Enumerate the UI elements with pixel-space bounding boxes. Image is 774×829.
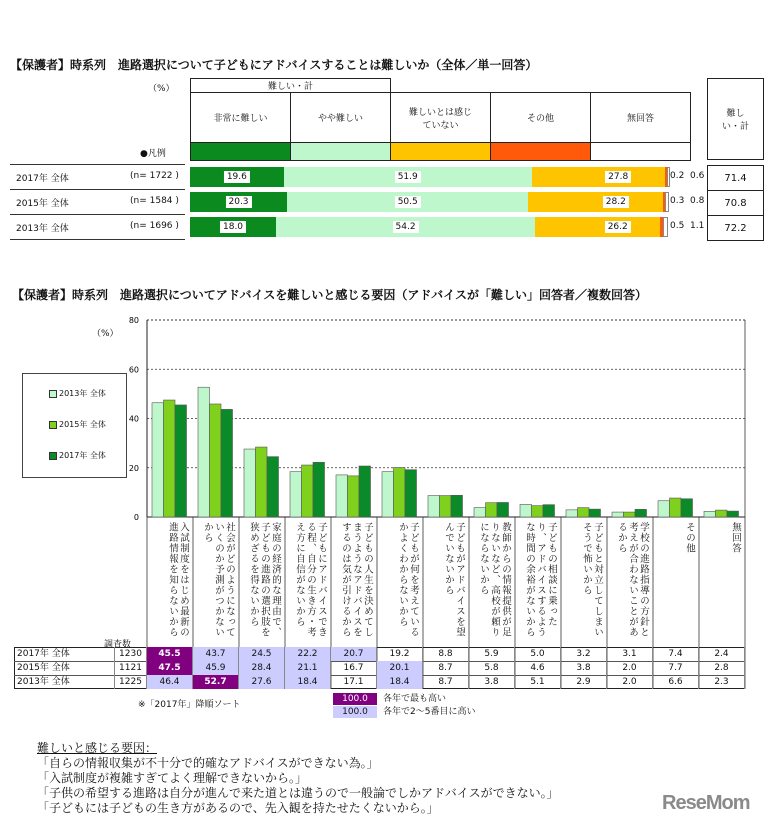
footer-quote: 「子どもには子どもの生き方があるので、先入観を持たせたくないから。」 — [37, 801, 439, 815]
bar — [428, 496, 440, 517]
table-cell: 3.1 — [607, 647, 653, 661]
legend-label: ●凡例 — [140, 149, 166, 159]
segment-label: 50.5 — [395, 196, 421, 208]
table-cell: 18.4 — [285, 675, 331, 689]
category-label: 子どもが何を考えているかよくわからないから — [397, 522, 419, 638]
footer-quote: 「自らの情報収集が不十分で的確なアドバイスができない為。」 — [37, 756, 379, 770]
table-cell: 3.8 — [469, 675, 515, 689]
bar — [198, 387, 210, 517]
table-row-label: 2013年 全体 — [14, 675, 115, 689]
resemom-logo: ReseMom — [662, 792, 750, 814]
category-label: その他 — [684, 522, 695, 554]
table-cell: 3.8 — [561, 661, 607, 675]
table-cell: 2.3 — [699, 675, 745, 689]
category-label: 子どもにアドバイスできる程、自分の生き方・考え方に自信がないから — [294, 522, 327, 638]
table-cell: 47.5 — [147, 661, 193, 675]
bar — [727, 511, 739, 517]
row-label: 2015年 全体 — [16, 199, 69, 209]
row-n: (n= 1722 ) — [130, 171, 179, 181]
chart2-title: 【保護者】時系列 進路選択についてアドバイスを難しいと感じる要因（アドバイスが「難しい」回答者／複数回答） — [12, 288, 648, 302]
footer-heading: 難しいと感じる要因： — [37, 741, 158, 755]
table-n: 1225 — [115, 675, 147, 689]
bar — [497, 502, 509, 517]
table-row-label: 2015年 全体 — [14, 661, 115, 675]
bar — [210, 404, 222, 517]
table-cell: 27.6 — [239, 675, 285, 689]
bar — [704, 511, 716, 517]
bar — [256, 447, 268, 517]
category-label: 社会がどのようになっていくのか予測がつかないから — [202, 522, 235, 638]
bar — [175, 405, 187, 517]
category-label: 子どもがアドバイスを望んでいないから — [443, 522, 465, 638]
table-cell: 2.0 — [607, 661, 653, 675]
row-n: (n= 1584 ) — [130, 196, 179, 206]
segment-label: 27.8 — [605, 171, 631, 183]
table-cell: 5.1 — [515, 675, 561, 689]
table-cell: 43.7 — [193, 647, 239, 661]
bar — [578, 508, 590, 517]
table-cell: 7.4 — [653, 647, 699, 661]
bar — [635, 509, 647, 517]
table-cell: 2.4 — [699, 647, 745, 661]
category-label: 子どもと対立してしまいそうで怖いから — [581, 522, 603, 638]
bar — [624, 512, 636, 517]
bar — [348, 476, 360, 517]
bar — [313, 462, 325, 517]
row-total: 72.2 — [707, 215, 764, 241]
bar — [164, 400, 176, 517]
category-header: 非常に難しい — [190, 92, 291, 143]
table-cell: 4.6 — [515, 661, 561, 675]
category-header: 無回答 — [590, 92, 691, 143]
category-label: 入試制度をはじめ最新の進路情報を知らないから — [167, 522, 189, 638]
n-header: 調査数 — [104, 640, 132, 650]
bar — [244, 449, 256, 517]
segment-label: 18.0 — [220, 221, 246, 233]
chart1-unit: （%） — [148, 84, 175, 94]
table-cell: 2.0 — [607, 675, 653, 689]
y-tick-label: 60 — [128, 365, 139, 375]
bar — [290, 472, 302, 517]
table-cell: 6.6 — [653, 675, 699, 689]
bar — [267, 457, 279, 517]
key-label: 各年で2～5番目に高い — [383, 707, 476, 717]
category-header: やや難しい — [290, 92, 391, 143]
segment-label: 26.2 — [605, 221, 631, 233]
group-header-difficult-total: 難しい・計 — [190, 78, 391, 93]
footer — [37, 741, 559, 816]
segment-label: 54.2 — [393, 221, 419, 233]
row-total: 71.4 — [707, 165, 764, 191]
segment-label-other: 0.2 — [670, 171, 685, 181]
bar — [221, 409, 233, 517]
table-cell: 21.1 — [285, 661, 331, 675]
table-cell: 7.7 — [653, 661, 699, 675]
table-cell: 45.5 — [147, 647, 193, 661]
segment-label-noanswer: 0.8 — [690, 196, 705, 206]
table-cell: 5.9 — [469, 647, 515, 661]
row-label: 2013年 全体 — [16, 224, 69, 234]
table-cell: 17.1 — [331, 675, 377, 689]
bar — [451, 495, 463, 517]
table-cell: 2.8 — [699, 661, 745, 675]
sort-note: ※「2017年」降順ソート — [138, 700, 241, 710]
category-label: 家庭の経済的な理由で、子どもの進路の選択肢を狭めざるを得ないから — [248, 522, 281, 638]
bar — [394, 468, 406, 517]
total-header-text: 難しい・計 — [721, 109, 749, 132]
table-cell: 8.7 — [423, 675, 469, 689]
key-label: 各年で最も高い — [383, 694, 447, 704]
table-n: 1230 — [115, 647, 147, 661]
legend-label: 2015年 全体 — [59, 420, 106, 429]
chart2-ylabel: （%） — [92, 329, 119, 339]
row-n: (n= 1696 ) — [130, 221, 179, 231]
category-label: 子どもの人生を決めてしまうようなアドバイスをするのは気が引けるから — [340, 522, 373, 638]
segment-label: 20.3 — [225, 196, 251, 208]
bar — [440, 496, 452, 517]
y-tick-label: 80 — [128, 316, 139, 325]
table-cell: 2.9 — [561, 675, 607, 689]
category-header: その他 — [490, 92, 591, 143]
table-cell: 18.4 — [377, 675, 423, 689]
bar — [152, 403, 164, 517]
segment-label: 51.9 — [395, 171, 421, 183]
segment-label-noanswer: 0.6 — [690, 171, 705, 181]
table-cell: 8.8 — [423, 647, 469, 661]
y-tick-label: 40 — [128, 414, 139, 424]
segment-label: 19.6 — [224, 171, 250, 183]
row-total: 70.8 — [707, 190, 764, 216]
category-header: 難しいとは感じていない — [390, 92, 491, 143]
table-cell: 3.2 — [561, 647, 607, 661]
chart1-title: 【保護者】時系列 進路選択について子どもにアドバイスすることは難しいか（全体／単一回答） — [10, 58, 538, 72]
table-cell: 22.2 — [285, 647, 331, 661]
category-label: 無回答 — [730, 522, 741, 554]
bar — [589, 509, 601, 517]
bar — [336, 475, 348, 517]
bar — [612, 512, 624, 517]
bar — [382, 472, 394, 517]
table-cell: 5.0 — [515, 647, 561, 661]
category-label: 教師からの情報提供が足りないなど、高校が頼りにならないから — [478, 522, 511, 638]
row-label: 2017年 全体 — [16, 174, 69, 184]
segment-label: 28.2 — [603, 196, 629, 208]
legend-label: 2013年 全体 — [59, 389, 106, 398]
key-sample: 100.0 — [333, 706, 377, 718]
bar — [658, 501, 670, 517]
y-tick-label: 20 — [128, 463, 139, 473]
bar — [405, 470, 417, 517]
footer-quote: 「子供の希望する進路は自分が進んで来た道とは違うので一般論でしかアドバイスができない。」 — [37, 786, 559, 800]
table-row-label: 2017年 全体 — [14, 647, 115, 661]
table-cell: 52.7 — [193, 675, 239, 689]
table-cell: 5.8 — [469, 661, 515, 675]
table-cell: 19.2 — [377, 647, 423, 661]
table-cell: 28.4 — [239, 661, 285, 675]
table-cell: 20.1 — [377, 661, 423, 675]
footer-quote: 「入試制度が複雑すぎてよく理解できないから。」 — [37, 771, 308, 785]
table-cell: 8.7 — [423, 661, 469, 675]
segment-label-other: 0.5 — [670, 221, 685, 231]
key-sample: 100.0 — [333, 693, 377, 705]
bar — [359, 466, 371, 517]
bar — [302, 465, 314, 517]
bar — [670, 498, 682, 517]
table-n: 1121 — [115, 661, 147, 675]
table-cell: 24.5 — [239, 647, 285, 661]
bar — [566, 510, 578, 517]
y-tick-label: 0 — [133, 513, 139, 522]
table-cell: 46.4 — [147, 675, 193, 689]
table-cell: 16.7 — [331, 661, 377, 675]
bar — [520, 504, 532, 517]
table-cell: 20.7 — [331, 647, 377, 661]
legend-label: 2017年 全体 — [59, 451, 106, 460]
category-label: 学校の進路指導の方針と考えが合わないことがあるから — [616, 522, 649, 638]
bar — [543, 505, 555, 517]
segment-label-noanswer: 1.1 — [690, 221, 705, 231]
segment-label-other: 0.3 — [670, 196, 685, 206]
bar — [474, 508, 486, 517]
table-cell: 45.9 — [193, 661, 239, 675]
bar — [486, 503, 498, 517]
bar — [532, 506, 544, 517]
category-label: 子どもの相談に乗ったり、アドバイスするような時間の余裕がないから — [524, 522, 557, 638]
bar — [681, 499, 693, 517]
bar — [716, 510, 728, 517]
